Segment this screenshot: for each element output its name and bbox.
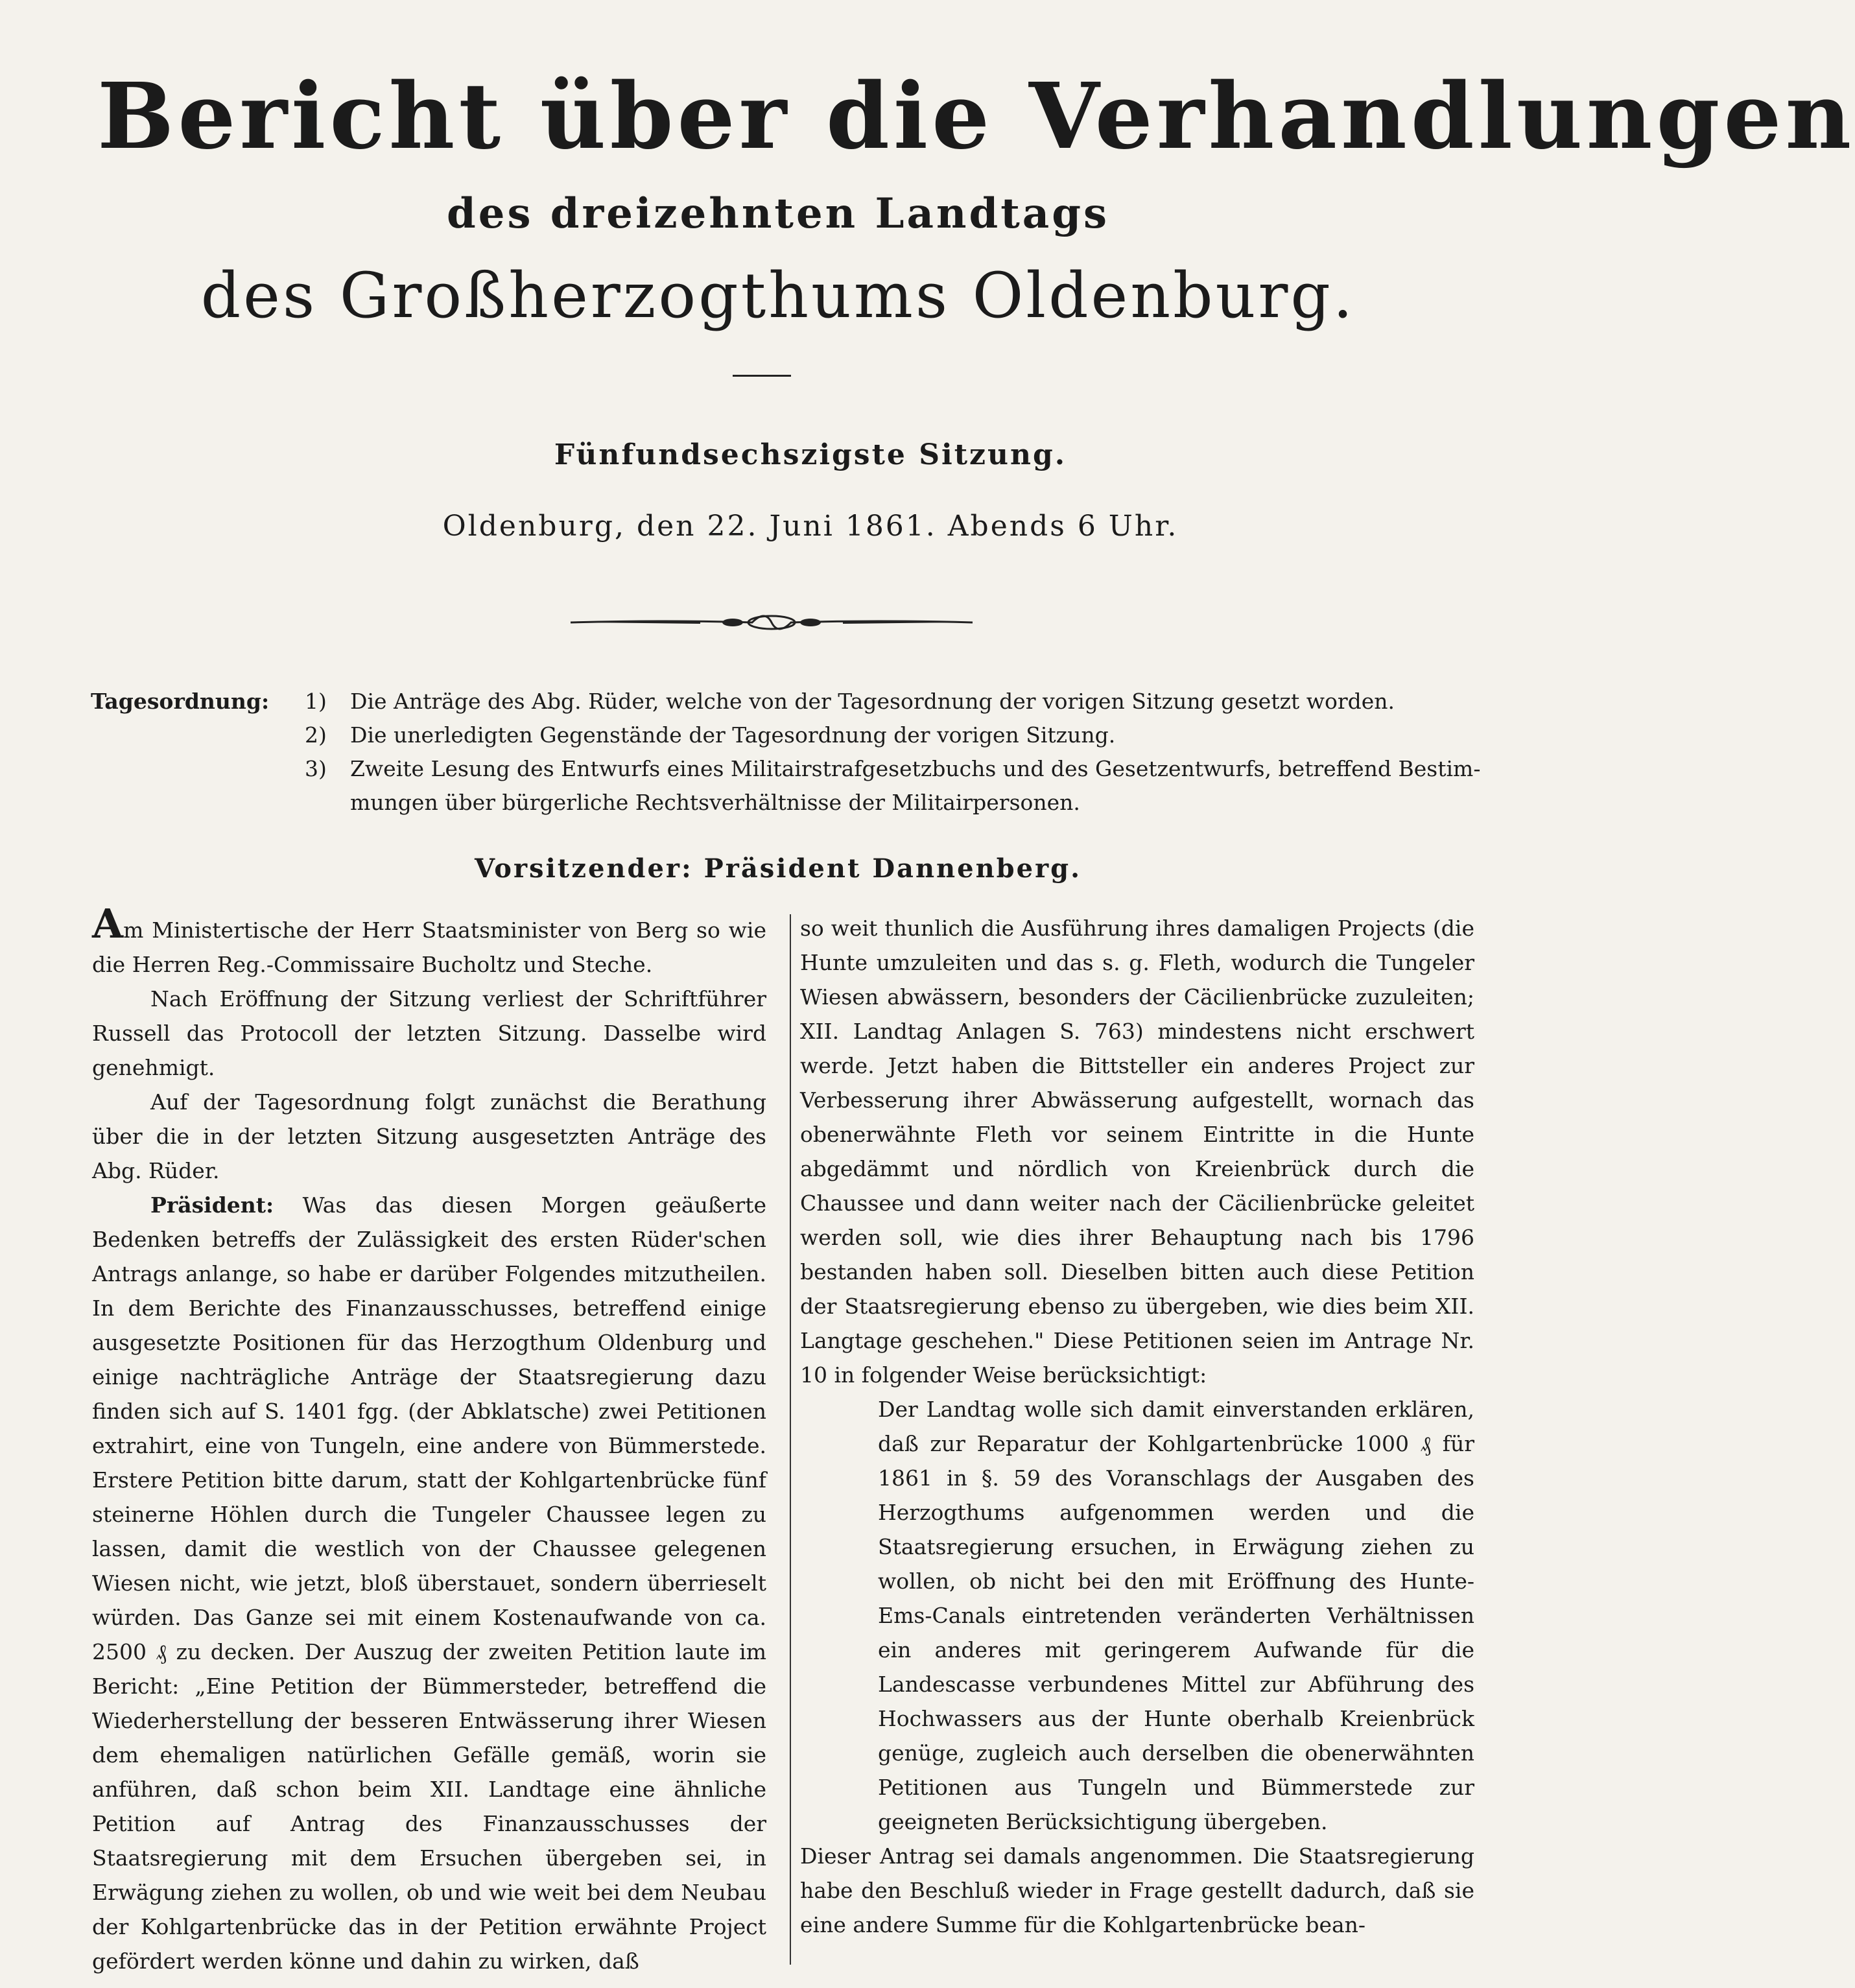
agenda-item-text: mungen über bürgerliche Rechtsverhältnisse der Militairpersonen. xyxy=(350,790,1080,815)
agenda-item-number: 2) xyxy=(305,722,327,748)
page-title: Bericht über die Verhandlungen xyxy=(97,64,1855,170)
agenda-item-text: Die unerledigten Gegenstände der Tagesordnung der vorigen Sitzung. xyxy=(350,722,1116,748)
right-column xyxy=(800,911,1474,1942)
column-divider xyxy=(790,914,791,1965)
agenda-label: Tagesordnung: xyxy=(91,689,270,714)
paragraph: so weit thunlich die Ausführung ihres damaligen Projects (die Hunte umzuleiten und das s. g. Fleth, wodurch die Tungeler Wiesen abwässern, besonders der Cäcilienbrücke zuzuleiten; XII. Landtag Anlagen S. 763) mindestens nicht erschwert werde. Jetzt haben die Bittsteller ein anderes Project zur Verbesserung ihrer Abwässerung aufgestellt, wornach das obenerwähnte Fleth vor seinem Eintritte in die Hunte abgedämmt und nördlich von Kreienbrück durch die Chaussee und dann weiter nach der Cäcilienbrücke geleitet werden soll, wie dies ihrer Behauptung nach bis 1796 bestanden haben soll. Dieselben bitten auch diese Petition der Staatsregierung ebenso zu übergeben, wie dies beim XII. Langtage geschehen." Diese Petitionen seien im Antrage Nr. 10 in folgender Weise berücksichtigt: xyxy=(800,916,1474,1388)
drop-cap: A xyxy=(92,900,124,947)
session-heading: Fünfundsechszigste Sitzung. xyxy=(554,438,1067,471)
dateline: Oldenburg, den 22. Juni 1861. Abends 6 Uhr. xyxy=(442,510,1179,543)
paragraph: Dieser Antrag sei damals angenommen. Die Staatsregierung habe den Beschluß wieder in Frage gestellt dadurch, daß sie eine andere Summe für die Kohlgartenbrücke bean- xyxy=(800,1843,1474,1937)
paragraph: Nach Eröffnung der Sitzung verliest der Schriftführer Russell das Protocoll der letzten Sitzung. Dasselbe wird genehmigt. xyxy=(92,986,766,1080)
agenda-item xyxy=(91,718,1504,752)
speaker-label: Präsident: xyxy=(150,1192,274,1218)
agenda-item-text: Die Anträge des Abg. Rüder, welche von der Tagesordnung der vorigen Sitzung gesetzt worden. xyxy=(350,689,1395,714)
agenda-item-number: 1) xyxy=(305,689,327,714)
subtitle-landtag: des dreizehnten Landtags xyxy=(446,189,1110,238)
paragraph xyxy=(92,900,766,982)
agenda-item xyxy=(91,685,1504,718)
agenda xyxy=(91,685,1504,820)
paragraph xyxy=(92,1188,766,1978)
paragraph-text: m Ministertische der Herr Staatsminister von Berg so wie die Herren Reg.-Commissaire Bucholtz und Steche. xyxy=(92,917,766,977)
left-column xyxy=(92,900,766,1978)
agenda-item xyxy=(91,752,1504,786)
agenda-item-number: 3) xyxy=(305,756,327,781)
paragraph-text: Was das diesen Morgen geäußerte Bedenken betreffs der Zulässigkeit des ersten Rüder'schen Antrags anlange, so habe er darüber Folgendes mitzutheilen. In dem Berichte des Finanzausschusses, betreffend einige ausgesetzte Positionen für das Herzogthum Oldenburg und einige nachträgliche Anträge der Staatsregierung dazu finden sich auf S. 1401 fgg. (der Abklatsche) zwei Petitionen extrahirt, eine von Tungeln, eine andere von Bümmerstede. Erstere Petition bitte darum, statt der Kohlgartenbrücke fünf steinerne Höhlen durch die Tungeler Chaussee legen zu lassen, damit die westlich von der Chaussee gelegenen Wiesen nicht, wie jetzt, bloß überstauet, sondern überrieselt würden. Das Ganze sei mit einem Kostenaufwande von ca. 2500 ₰ zu decken. Der Auszug der zweiten Petition laute im Bericht: „Eine Petition der Bümmersteder, betreffend die Wiederherstellung der besseren Entwässerung ihrer Wiesen dem ehemaligen natürlichen Gefälle gemäß, worin sie anführen, daß schon beim XII. Landtage eine ähnliche Petition auf Antrag des Finanzausschusses der Staatsregierung mit dem Ersuchen übergeben sei, in Erwägung ziehen zu wollen, ob und wie weit bei dem Neubau der Kohlgartenbrücke das in der Petition erwähnte Project gefördert werden könne und dahin zu wirken, daß xyxy=(92,1192,766,1974)
chair-line: Vorsitzender: Präsident Dannenberg. xyxy=(474,853,1082,884)
agenda-item-text: Zweite Lesung des Entwurfs eines Militairstrafgesetzbuchs und des Gesetzentwurfs, betreffend Bestim- xyxy=(350,756,1481,781)
paragraph: Auf der Tagesordnung folgt zunächst die Berathung über die in der letzten Sitzung ausgesetzten Anträge des Abg. Rüder. xyxy=(92,1089,766,1183)
quoted-motion: Der Landtag wolle sich damit einverstanden erklären, daß zur Reparatur der Kohlgartenbrücke 1000 ₰ für 1861 in §. 59 des Voranschlags der Ausgaben des Herzogthums aufgenommen werden und die Staatsregierung ersuchen, in Erwägung ziehen zu wollen, ob nicht bei den mit Eröffnung des Hunte-Ems-Canals eintretenden veränderten Verhältnissen ein anderes mit geringerem Aufwande für die Landescasse verbundenes Mittel zur Abführung des Hochwassers aus der Hunte oberhalb Kreienbrück genüge, zugleich auch derselben die obenerwähnten Petitionen aus Tungeln und Bümmerstede zur geeigneten Berücksichtigung übergeben. xyxy=(878,1397,1474,1834)
agenda-item-continuation xyxy=(91,786,1504,820)
subtitle-state: des Großherzogthums Oldenburg. xyxy=(200,259,1356,332)
short-rule xyxy=(733,375,791,377)
ornament-divider xyxy=(571,603,973,642)
